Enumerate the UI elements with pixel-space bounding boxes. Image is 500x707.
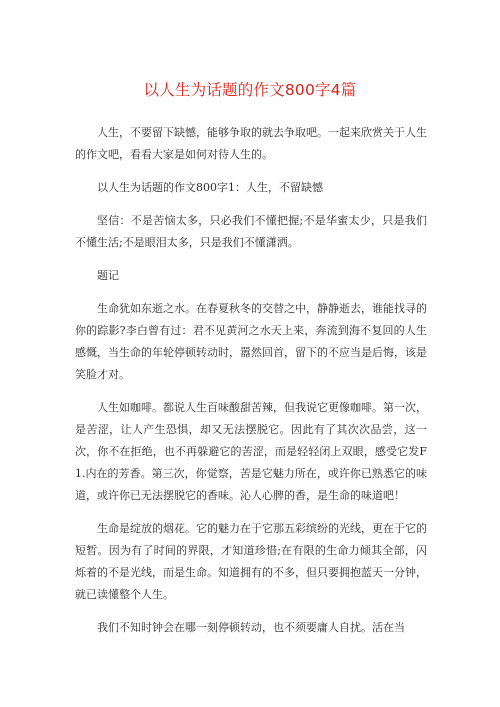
paragraph-life-water: 生命犹如东逝之水。在春夏秋冬的交替之中，静静逝去，谁能找寻的你的踪影?李白曾有过：君不见黄河之水天上来，奔流到海不复回的人生感慨，当生命的年轮停顿转动时，嚣然回首，留下的不应当是后悔，该是笑脸才对。 [75,302,427,381]
paragraph-intro: 人生，不要留下缺憾，能够争取的就去争取吧。一起来欣赏关于人生的作文吧，看看大家是如何对待人生的。 [75,126,427,161]
document-title: 以人生为话题的作文800字4篇 [143,81,357,99]
paragraph-life-coffee: 人生如咖啡。都说人生百味酸甜苦辣，但我说它更像咖啡。第一次，是苦涩，让人产生恐惧，却又无法摆脱它。因此有了其次次品尝，这一次，你不在拒绝，也不再躲避它的苦涩，而是轻轻闭上双眼，感受它发F1.内在的芳香。第三次，你觉察，苦是它魅力所在，或许你已熟悉它的味道，或许你已无法摆脱它的香味。沁人心脾的香，是生命的味道吧！ [75,401,427,502]
paragraph-clock: 我们不知时钟会在哪一刻停顿转动，也不须要庸人自扰。活在当 [97,621,405,634]
paragraph-life-fireworks: 生命是绽放的烟花。它的魅力在于它那五彩缤纷的光线，更在于它的短暂。因为有了时间的界限，才知道珍惜;在有限的生命力倾其全部，闪烁着的不是光线，而是生命。知道拥有的不多，但只要拥抱蓝天一分钟，就已读懂整个人生。 [75,522,427,601]
paragraph-epigraph: 坚信：不是苦恼太多，只必我们不懂把握;不是华蜜太少，只是我们不懂生活;不是眼泪太多，只是我们不懂潇洒。 [75,214,427,249]
paragraph-epigraph-label: 题记 [97,269,119,282]
paragraph-essay-heading: 以人生为话题的作文800字1：人生，不留缺憾 [97,181,323,194]
document-body [75,122,427,650]
